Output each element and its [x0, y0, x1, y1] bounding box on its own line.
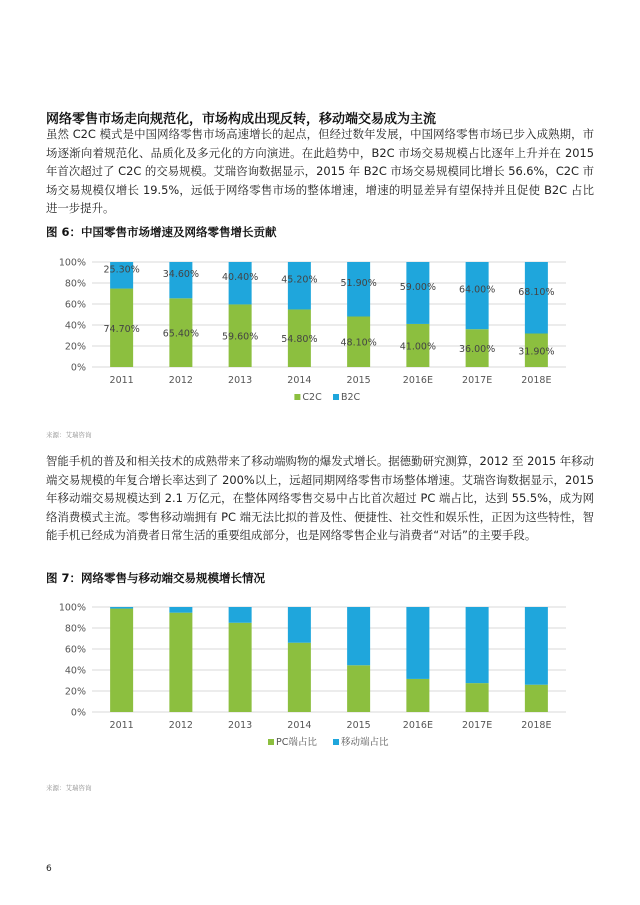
fig7-x-tick-label: 2018E	[521, 720, 552, 731]
fig6-y-tick-label: 60%	[64, 299, 86, 311]
figure-6-title: 图 6：中国零售市场增速及网络零售增长贡献	[46, 225, 277, 239]
fig6-legend-swatch	[333, 394, 339, 400]
fig7-x-tick-label: 2015	[346, 720, 371, 731]
figure-7-chart	[0, 595, 640, 755]
fig7-bar-移动端占比-2016E	[406, 607, 429, 679]
fig6-data-label: 36.00%	[459, 344, 496, 356]
fig6-data-label: 65.40%	[162, 328, 199, 340]
fig6-data-label: 45.20%	[281, 274, 318, 286]
section-heading: 网络零售市场走向规范化，市场构成出现反转，移动端交易成为主流	[46, 112, 437, 127]
fig6-x-tick-label: 2018E	[521, 375, 552, 386]
figure-6-source: 来源：艾瑞咨询	[46, 431, 92, 439]
figure-6-chart	[0, 250, 640, 410]
fig7-legend-swatch	[333, 739, 339, 745]
fig6-y-tick-label: 20%	[64, 341, 86, 353]
fig6-y-tick-label: 0%	[70, 362, 86, 374]
fig7-x-tick-label: 2016E	[402, 720, 433, 731]
fig7-y-tick-label: 20%	[64, 686, 86, 698]
fig6-data-label: 51.90%	[340, 278, 377, 290]
fig6-x-tick-label: 2014	[287, 375, 312, 386]
paragraph-2: 智能手机的普及和相关技术的成熟带来了移动端购物的爆发式增长。据德勤研究测算，2012 至 2015 年移动端交易规模的年复合增长率达到了 200%以上，远超同期网络零售市场整体增速。艾瑞咨询数据显示，2015 年移动端交易规模达到 2.1 万亿元，在整体网络零售交易中占比首次超过 PC 端占比，达到 55.5%，成为网络消费模式主流。零售移动端拥有 PC 端无法比拟的普及性、便捷性、社交性和娱乐性，正因为这些特性，智能手机已经成为消费者日常生活的重要组成部分，也是网络零售企业与消费者“对话”的主要手段。	[46, 454, 594, 543]
fig7-bar-移动端占比-2011	[110, 607, 133, 609]
fig7-bar-移动端占比-2013	[229, 607, 252, 623]
fig6-data-label: 54.80%	[281, 334, 318, 346]
fig6-data-label: 41.00%	[399, 341, 436, 353]
fig7-bar-PC端占比-2013	[229, 623, 252, 712]
fig7-y-tick-label: 80%	[64, 623, 86, 635]
page-number: 6	[46, 864, 52, 874]
fig7-bar-移动端占比-2018E	[525, 607, 548, 685]
fig7-x-tick-label: 2013	[228, 720, 253, 731]
fig7-bar-PC端占比-2017E	[466, 683, 489, 712]
fig6-x-tick-label: 2011	[109, 375, 134, 386]
fig6-data-label: 40.40%	[222, 272, 259, 284]
fig7-bar-移动端占比-2014	[288, 607, 311, 643]
fig6-data-label: 59.00%	[399, 281, 436, 293]
fig7-bar-移动端占比-2012	[169, 607, 192, 613]
fig6-y-tick-label: 40%	[64, 320, 86, 332]
fig7-x-tick-label: 2012	[168, 720, 193, 731]
fig7-bar-PC端占比-2018E	[525, 685, 548, 712]
figure-7-source: 来源：艾瑞咨询	[46, 784, 92, 792]
fig7-bar-移动端占比-2015	[347, 607, 370, 665]
fig6-y-tick-label: 100%	[58, 257, 86, 269]
fig7-y-tick-label: 40%	[64, 665, 86, 677]
fig7-y-tick-label: 0%	[70, 707, 86, 719]
fig6-legend-label: B2C	[341, 392, 361, 403]
fig7-legend-swatch	[268, 739, 274, 745]
fig6-x-tick-label: 2017E	[462, 375, 493, 386]
fig7-bar-PC端占比-2012	[169, 613, 192, 712]
fig7-legend-label: 移动端占比	[341, 737, 389, 748]
fig6-x-tick-label: 2016E	[402, 375, 433, 386]
fig6-legend-swatch	[294, 394, 300, 400]
fig6-data-label: 68.10%	[518, 286, 555, 298]
fig6-data-label: 25.30%	[103, 264, 140, 276]
fig6-legend-label: C2C	[302, 392, 322, 403]
fig7-bar-PC端占比-2016E	[406, 679, 429, 712]
fig7-legend-label: PC端占比	[276, 737, 317, 748]
figure-7-title: 图 7：网络零售与移动端交易规模增长情况	[46, 571, 266, 585]
fig6-x-tick-label: 2012	[168, 375, 193, 386]
fig7-bar-移动端占比-2017E	[466, 607, 489, 683]
fig7-x-tick-label: 2011	[109, 720, 134, 731]
fig7-x-tick-label: 2017E	[462, 720, 493, 731]
paragraph-1: 虽然 C2C 模式是中国网络零售市场高速增长的起点，但经过数年发展，中国网络零售市场已步入成熟期，市场逐渐向着规范化、品质化及多元化的方向演进。在此趋势中，B2C 市场交易规模占比逐年上升并在 2015 年首次超过了 C2C 的交易规模。艾瑞咨询数据显示，2015 年 B2C 市场交易规模同比增长 56.6%，C2C 市场交易规模仅增长 19.5%，远低于网络零售市场的整体增速，增速的明显差异有望保持并且促使 B2C 占比进一步提升。	[46, 127, 594, 216]
fig7-x-tick-label: 2014	[287, 720, 312, 731]
fig7-bar-PC端占比-2011	[110, 609, 133, 712]
fig6-data-label: 74.70%	[103, 323, 140, 335]
fig6-x-tick-label: 2015	[346, 375, 371, 386]
fig6-data-label: 64.00%	[459, 284, 496, 296]
fig6-data-label: 48.10%	[340, 337, 377, 349]
fig6-data-label: 31.90%	[518, 346, 555, 358]
fig7-bar-PC端占比-2014	[288, 643, 311, 712]
fig7-y-tick-label: 60%	[64, 644, 86, 656]
fig6-y-tick-label: 80%	[64, 278, 86, 290]
fig7-bar-PC端占比-2015	[347, 665, 370, 712]
fig6-data-label: 59.60%	[222, 331, 259, 343]
fig7-y-tick-label: 100%	[58, 602, 86, 614]
fig6-data-label: 34.60%	[162, 269, 199, 281]
fig6-x-tick-label: 2013	[228, 375, 253, 386]
